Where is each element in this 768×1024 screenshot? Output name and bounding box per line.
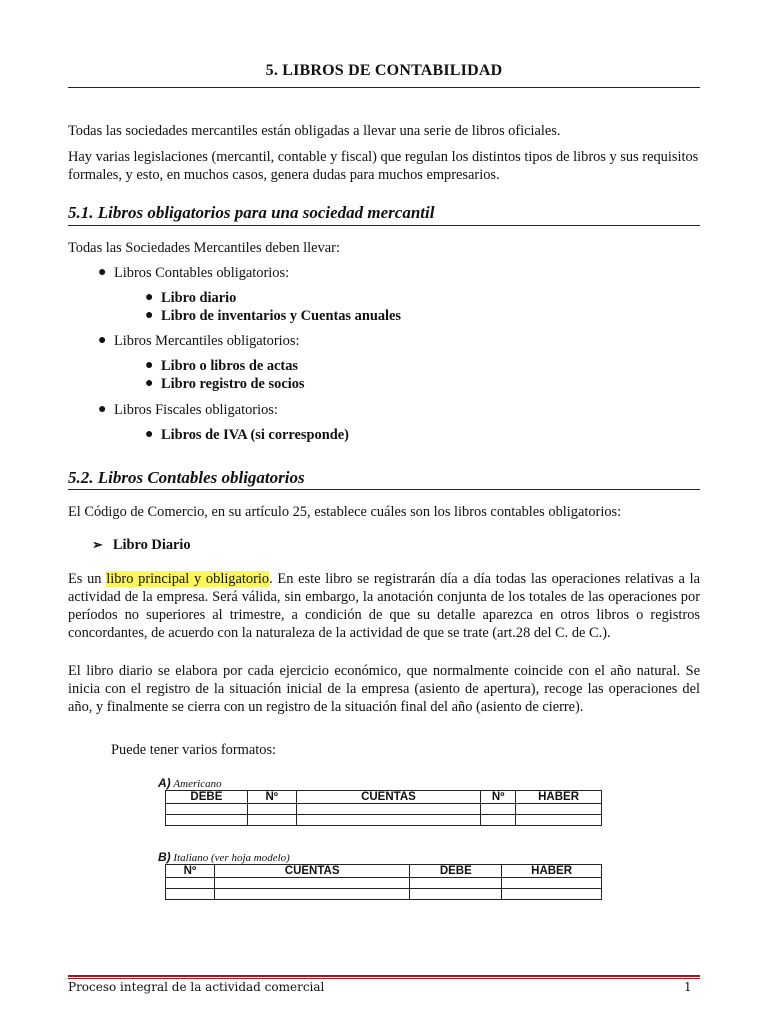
page-title: 5. LIBROS DE CONTABILIDAD	[265, 62, 503, 79]
format-b-label: B) Italiano (ver hoja modelo)	[158, 850, 290, 864]
format-a-label: A) Americano	[158, 776, 222, 790]
libro-diario-paragraph-2: El libro diario se elabora por cada ejercicio económico, que normalmente coincide con el año natural. Se inicia con el registro de la situación inicial de la empresa (asiento de apertura), recoge las operaciones del año, y finalmente se cierra con un registro de la situación final del año (asiento de cierre).	[68, 663, 700, 715]
format-b-table	[165, 864, 602, 900]
bullet-libro-inventarios: ● Libro de inventarios y Cuentas anuales	[145, 308, 402, 324]
bullet-libros-iva: ● Libros de IVA (si corresponde)	[145, 427, 349, 443]
footer-text: Proceso integral de la actividad comercial	[68, 980, 325, 994]
bullet-libro-registro-socios: ● Libro registro de socios	[145, 376, 305, 392]
table-header-cell: Nº	[166, 865, 215, 878]
bullet-libros-fiscales: ● Libros Fiscales obligatorios:	[98, 402, 278, 418]
title-rule	[68, 87, 700, 88]
highlighted-text: libro principal y obligatorio	[106, 571, 270, 587]
bullet-libros-mercantiles: ● Libros Mercantiles obligatorios:	[98, 333, 300, 349]
page-number: 1	[684, 980, 692, 994]
bullet-libros-contables: ● Libros Contables obligatorios:	[98, 265, 290, 281]
section2-lead: El Código de Comercio, en su artículo 25, establece cuáles son los libros contables obligatorios:	[68, 504, 622, 520]
bullet-dot-icon: ●	[98, 333, 107, 348]
table-header-cell: DEBE	[166, 791, 248, 804]
table-header-cell: DEBE	[410, 865, 502, 878]
intro-paragraph-2: Hay varias legislaciones (mercantil, contable y fiscal) que regulan los distintos tipos de libros y sus requisitos formales, y esto, en muchos casos, genera dudas para muchos empresarios.	[68, 149, 699, 183]
subheading-libro-diario: ➢ Libro Diario	[92, 537, 191, 553]
section1-lead: Todas las Sociedades Mercantiles deben llevar:	[68, 240, 340, 256]
section-heading-5-2: 5.2. Libros Contables obligatorios	[68, 468, 305, 487]
format-a-table	[165, 790, 602, 826]
bullet-dot-icon: ●	[98, 265, 107, 280]
table-header-cell: HABER	[516, 791, 602, 804]
table-header-cell: CUENTAS	[296, 791, 481, 804]
arrow-right-icon: ➢	[92, 537, 103, 552]
table-header-cell: HABER	[502, 865, 602, 878]
section-rule-5-1	[68, 225, 700, 226]
table-row	[166, 815, 602, 826]
table-header-cell: CUENTAS	[214, 865, 410, 878]
table-header-row	[166, 865, 602, 878]
bullet-dot-icon: ●	[98, 402, 107, 417]
section-heading-5-1: 5.1. Libros obligatorios para una sociedad mercantil	[68, 203, 435, 222]
table-row	[166, 804, 602, 815]
table-header-cell: Nº	[247, 791, 296, 804]
table-header-cell: Nº	[481, 791, 516, 804]
table-row	[166, 878, 602, 889]
footer-rule-thin	[68, 978, 700, 979]
bullet-libro-diario: ● Libro diario	[145, 290, 237, 306]
bullet-dot-icon: ●	[145, 290, 154, 305]
bullet-dot-icon: ●	[145, 308, 154, 323]
section-rule-5-2	[68, 489, 700, 490]
bullet-libro-actas: ● Libro o libros de actas	[145, 358, 298, 374]
libro-diario-paragraph-1: Es un libro principal y obligatorio. En este libro se registrarán día a día todas las operaciones relativas a la actividad de la empresa. Será válida, sin embargo, la anotación conjunta de los totales de las operaciones por períodos no superiores al trimestre, a condición de que su detalle aparezca en otros libros o registros concordantes, de acuerdo con la naturaleza de la actividad de que se trate (art.28 del C. de C.).	[68, 571, 700, 641]
bullet-dot-icon: ●	[145, 427, 154, 442]
table-row	[166, 889, 602, 900]
intro-paragraph-1: Todas las sociedades mercantiles están obligadas a llevar una serie de libros oficiales.	[68, 123, 561, 139]
formats-lead: Puede tener varios formatos:	[111, 742, 277, 758]
footer-rule	[68, 975, 700, 977]
bullet-dot-icon: ●	[145, 358, 154, 373]
table-header-row	[166, 791, 602, 804]
bullet-dot-icon: ●	[145, 376, 154, 391]
